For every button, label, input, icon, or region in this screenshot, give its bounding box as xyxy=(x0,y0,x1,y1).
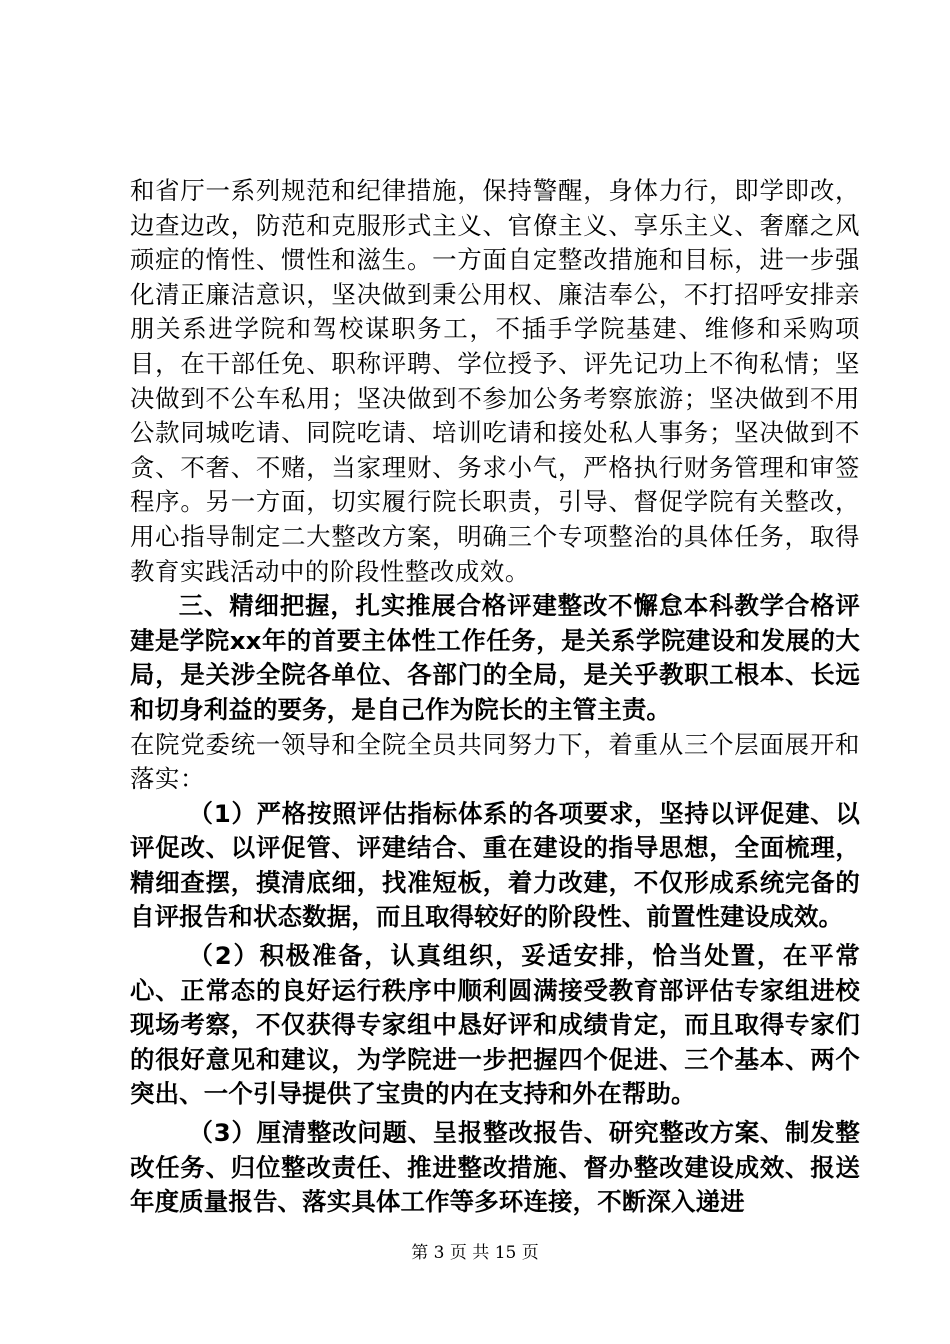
document-body xyxy=(130,174,860,1220)
paragraph-item-1: （1）严格按照评估指标体系的各项要求，坚持以评促建、以评促改、以评促管、评建结合、重在建设的指导思想，全面梳理，精细查摆，摸清底细，找准短板，着力改建，不仅形成系统完备的自评报告和状态数据，而且取得较好的阶段性、前置性建设成效。 xyxy=(130,798,860,932)
page-number-footer: 第 3 页 共 15 页 xyxy=(411,1243,539,1263)
paragraph-rectification-measures: 和省厅一系列规范和纪律措施，保持警醒，身体力行，即学即改，边查边改，防范和克服形式主义、官僚主义、享乐主义、奢靡之风顽症的惰性、惯性和滋生。一方面自定整改措施和目标，进一步强化清正廉洁意识，坚决做到秉公用权、廉洁奉公，不打招呼安排亲朋关系进学院和驾校谋职务工，不插手学院基建、维修和采购项目，在干部任免、职称评聘、学位授予、评先记功上不徇私情；坚决做到不公车私用；坚决做到不参加公务考察旅游；坚决做到不用公款同城吃请、同院吃请、培训吃请和接处私人事务；坚决做到不贪、不奢、不赌，当家理财、务求小气，严格执行财务管理和审签程序。另一方面，切实履行院长职责，引导、督促学院有关整改，用心指导制定二大整改方案，明确三个专项整治的具体任务，取得教育实践活动中的阶段性整改成效。 xyxy=(130,176,860,586)
paragraph-item-3: （3）厘清整改问题、呈报整改报告、研究整改方案、制发整改任务、归位整改责任、推进整改措施、督办整改建设成效、报送年度质量报告、落实具体工作等多环连接，不断深入递进 xyxy=(130,1118,860,1217)
paragraph-section-three-heading: 三、精细把握，扎实推展合格评建整改不懈怠本科教学合格评建是学院xx年的首要主体性工作任务，是关系学院建设和发展的大局，是关涉全院各单位、各部门的全局，是关乎教职工根本、长远和切身利益的要务，是自己作为院长的主管主责。 xyxy=(130,591,860,724)
paragraph-item-2: （2）积极准备，认真组织，妥适安排，恰当处置，在平常心、正常态的良好运行秩序中顺利圆满接受教育部评估专家组进校现场考察，不仅获得专家组中恳好评和成绩肯定，而且取得专家们的很好意见和建议，为学院进一步把握四个促进、三个基本、两个突出、一个引导提供了宝贵的内在支持和外在帮助。 xyxy=(130,941,860,1109)
paragraph-three-levels-intro: 在院党委统一领导和全院全员共同努力下，着重从三个层面展开和落实： xyxy=(130,729,860,794)
